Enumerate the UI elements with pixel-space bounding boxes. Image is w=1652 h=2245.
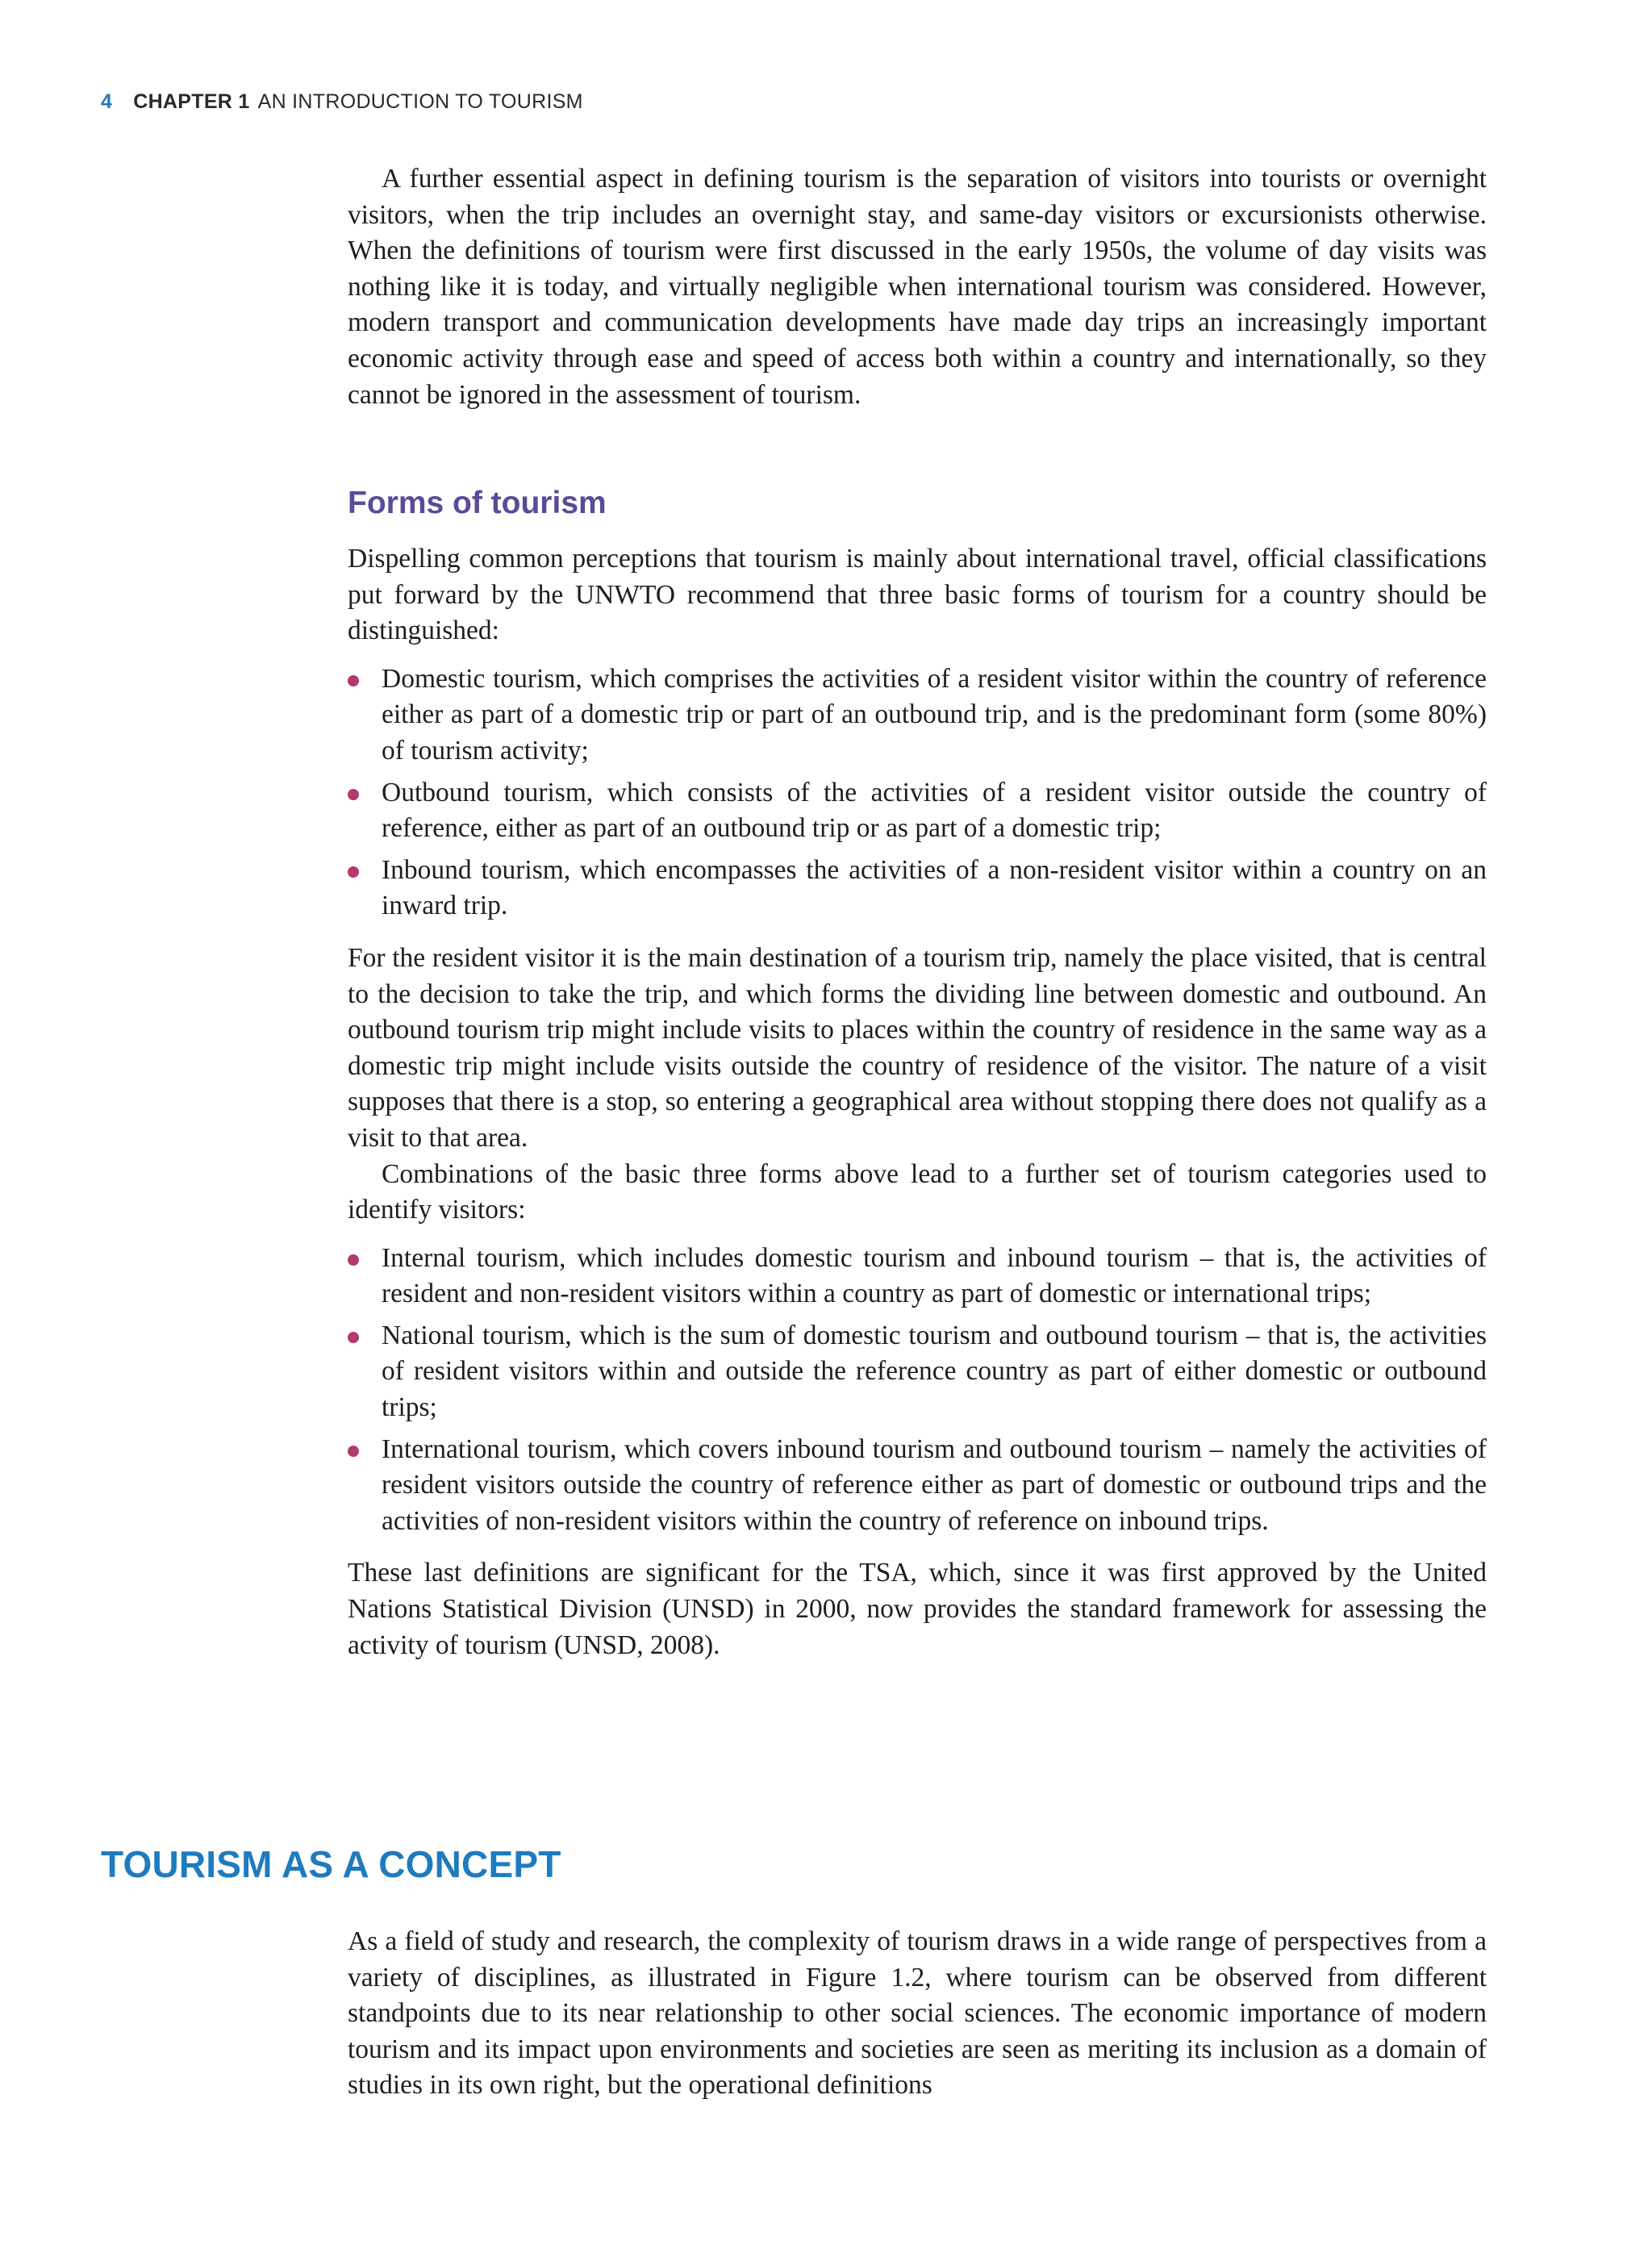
subheading-forms-of-tourism: Forms of tourism (348, 486, 607, 520)
chapter-title: AN INTRODUCTION TO TOURISM (257, 90, 583, 113)
paragraph-combinations: Combinations of the basic three forms above lead to a further set of tourism categories used to identify visitors: (348, 1158, 1487, 1225)
list-item (348, 853, 1487, 924)
basic-forms-list (348, 661, 1487, 924)
bullet-icon (348, 1446, 359, 1457)
list-item-text: International tourism, which covers inbound tourism and outbound tourism – namely the activities of resident visitors outside the country of reference either as part of domestic or outbound trips and the activities of non-resident visitors within the country of reference on inbound trips. (382, 1433, 1487, 1536)
section-forms (348, 541, 1487, 1663)
section-concept (348, 1924, 1487, 2104)
list-item (348, 1318, 1487, 1426)
bullet-icon (348, 1332, 359, 1343)
running-header (101, 90, 583, 114)
paragraph-field-of-study: As a field of study and research, the complexity of tourism draws in a wide range of perspectives from a variety of disciplines, as illustrated in Figure 1.2, where tourism can be observed from different standpoints due to its near relationship to other social sciences. The economic importance of modern tourism and its impact upon environments and societies are seen as meriting its inclusion as a domain of studies in its own right, but the operational definitions (348, 1926, 1487, 2101)
forms-intro-paragraph: Dispelling common perceptions that tourism is mainly about international travel, official classifications put forward by the UNWTO recommend that three basic forms of tourism for a country should be distinguished: (348, 544, 1487, 646)
bullet-icon (348, 1254, 359, 1266)
heading-tourism-as-a-concept: TOURISM AS A CONCEPT (101, 1843, 561, 1885)
paragraph-tsa: These last definitions are significant for the TSA, which, since it was first approved by the United Nations Statistical Division (UNSD) in 2000, now provides the standard framework for assessing the activity of tourism (UNSD, 2008). (348, 1558, 1487, 1660)
paragraph-main-destination: For the resident visitor it is the main destination of a tourism trip, namely the place visited, that is central to the decision to take the trip, and which forms the dividing line between domestic and outbound. An outbound tourism trip might include visits to places within the country of residence in the same way as a domestic trip might include visits outside the country of residence of the visitor. The nature of a visit supposes that there is a stop, so entering a geographical area without stopping there does not qualify as a visit to that area. (348, 942, 1487, 1153)
bullet-icon (348, 866, 359, 878)
list-item-text: Outbound tourism, which consists of the activities of a resident visitor outside the country of reference, either as part of an outbound trip or as part of a domestic trip; (382, 777, 1487, 844)
bullet-icon (348, 789, 359, 800)
list-item (348, 1241, 1487, 1312)
bullet-icon (348, 675, 359, 686)
list-item-text: Inbound tourism, which encompasses the activities of a non-resident visitor within a country on an inward trip. (382, 854, 1487, 921)
list-item-text: Domestic tourism, which comprises the activities of a resident visitor within the country of reference either as part of a domestic trip or part of an outbound trip, and is the predominant form (some 80%) of tourism activity; (382, 663, 1487, 766)
paragraph-day-visits: A further essential aspect in defining tourism is the separation of visitors into tourists or overnight visitors, when the trip includes an overnight stay, and same-day visitors or excursionists otherwise. When the definitions of tourism were first discussed in the early 1950s, the volume of day visits was nothing like it is today, and virtually negligible when international tourism was considered. However, modern transport and communication developments have made day trips an increasingly important economic activity through ease and speed of access both within a country and internationally, so they cannot be ignored in the assessment of tourism. (348, 164, 1487, 410)
section-intro (348, 161, 1487, 413)
list-item (348, 775, 1487, 847)
page-number: 4 (101, 90, 113, 113)
visitor-categories-list (348, 1241, 1487, 1540)
list-item-text: National tourism, which is the sum of domestic tourism and outbound tourism – that is, the activities of resident visitors within and outside the reference country as part of either domestic or outbound trips; (382, 1320, 1487, 1423)
list-item (348, 1432, 1487, 1540)
list-item-text: Internal tourism, which includes domestic tourism and inbound tourism – that is, the activities of resident and non-resident visitors within a country as part of domestic or international trips; (382, 1242, 1487, 1309)
list-item (348, 661, 1487, 770)
chapter-label: CHAPTER 1 (133, 90, 250, 113)
